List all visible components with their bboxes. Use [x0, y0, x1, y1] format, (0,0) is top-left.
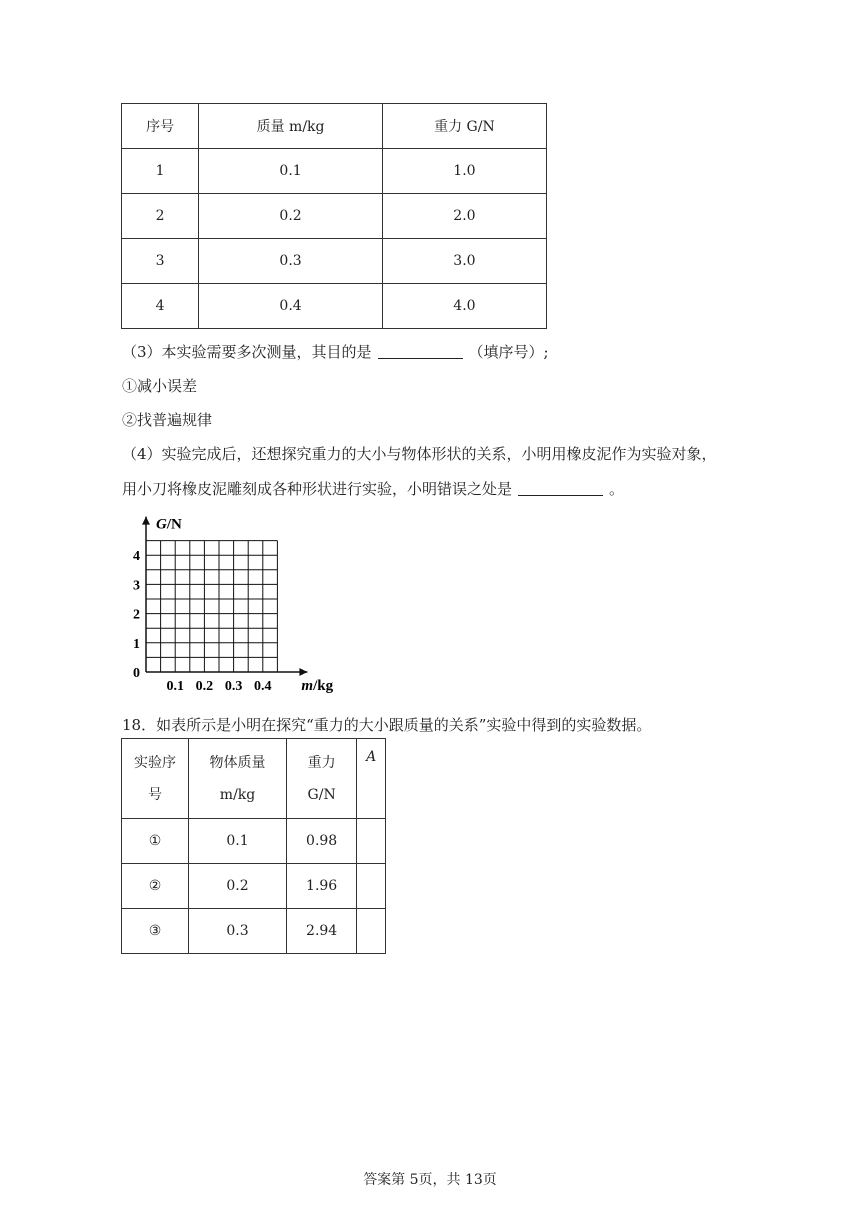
x-tick-label: 0.4 [254, 679, 272, 694]
table-cell: 0.3 [189, 909, 287, 954]
question-3-text: （3）本实验需要多次测量，其目的是 [122, 343, 372, 361]
table-cell: 2 [122, 194, 199, 239]
table-cell: 2.0 [382, 194, 546, 239]
question-4-text: 用小刀将橡皮泥雕刻成各种形状进行实验，小明错误之处是 [122, 480, 513, 498]
table-cell: 1 [122, 149, 199, 194]
table-row [122, 149, 547, 194]
data-table-2 [121, 738, 386, 954]
graph-svg [128, 506, 334, 696]
x-axis-label: m/kg [301, 678, 334, 694]
table-cell: ① [122, 819, 189, 864]
question-4-suffix: 。 [609, 480, 625, 498]
header-line: 物体质量 [209, 754, 266, 771]
table-row [122, 194, 547, 239]
table-header-cell [286, 739, 356, 819]
table-header-cell [357, 739, 386, 819]
y-tick-label: 1 [133, 636, 140, 652]
option-1: ①减小误差 [122, 377, 198, 395]
table-cell: 0.98 [286, 819, 356, 864]
question-3-suffix: （填序号）; [468, 343, 549, 361]
x-axis-arrow [299, 668, 307, 676]
table-row [122, 864, 386, 909]
table-row [122, 909, 386, 954]
data-table-1 [121, 103, 547, 329]
header-line: m/kg [219, 786, 256, 803]
y-tick-label: 3 [133, 578, 140, 594]
table-cell: 3 [122, 239, 199, 284]
table-header-row [122, 739, 386, 819]
table-cell: ② [122, 864, 189, 909]
question-18-text: 18．如表所示是小明在探究“重力的大小跟质量的关系”实验中得到的实验数据。 [122, 716, 652, 734]
header-line: 重力 [307, 754, 336, 771]
table-cell: 4.0 [382, 284, 546, 329]
table-cell [357, 909, 386, 954]
y-axis-label: G/N [156, 516, 182, 533]
table-cell: 0.1 [189, 819, 287, 864]
table-row [122, 819, 386, 864]
y-tick-label: 2 [133, 607, 140, 623]
table-cell [357, 819, 386, 864]
x-tick-label: 0.2 [195, 679, 214, 694]
table-cell: 1.0 [382, 149, 546, 194]
table-cell: 0.4 [199, 284, 383, 329]
table-cell: 0.2 [199, 194, 383, 239]
header-line: G/N [307, 786, 336, 803]
table-header-row [122, 104, 547, 149]
question-4-line-2 [122, 478, 624, 499]
table-cell [357, 864, 386, 909]
table-header-cell: 序号 [122, 104, 199, 149]
y-axis-arrow [142, 517, 150, 525]
question-3-line [122, 341, 549, 362]
y-tick-label: 4 [133, 549, 140, 565]
table-header-cell [122, 739, 189, 819]
table-cell: 1.96 [286, 864, 356, 909]
table-header-cell [189, 739, 287, 819]
table-cell: 3.0 [382, 239, 546, 284]
y-tick-label: 0 [133, 666, 140, 681]
table-cell: ③ [122, 909, 189, 954]
x-tick-label: 0.1 [166, 679, 184, 694]
header-line: A [366, 749, 377, 765]
table-header-cell: 重力 G/N [382, 104, 546, 149]
header-line: 实验序 [134, 754, 177, 771]
question-4-line-1: （4）实验完成后，还想探究重力的大小与物体形状的关系，小明用橡皮泥作为实验对象， [122, 445, 717, 463]
graph-grid [128, 506, 334, 696]
answer-blank[interactable] [518, 481, 603, 496]
table-header-cell: 质量 m/kg [199, 104, 383, 149]
table-cell: 0.1 [199, 149, 383, 194]
table-row [122, 284, 547, 329]
table-cell: 2.94 [286, 909, 356, 954]
table-cell: 0.3 [199, 239, 383, 284]
header-line: 号 [148, 786, 163, 803]
table-row [122, 239, 547, 284]
table-cell: 0.2 [189, 864, 287, 909]
answer-blank[interactable] [378, 344, 463, 359]
option-2: ②找普遍规律 [122, 411, 213, 429]
x-tick-label: 0.3 [224, 679, 243, 694]
table-cell: 4 [122, 284, 199, 329]
page-footer: 答案第 5页，共 13页 [363, 1172, 497, 1188]
